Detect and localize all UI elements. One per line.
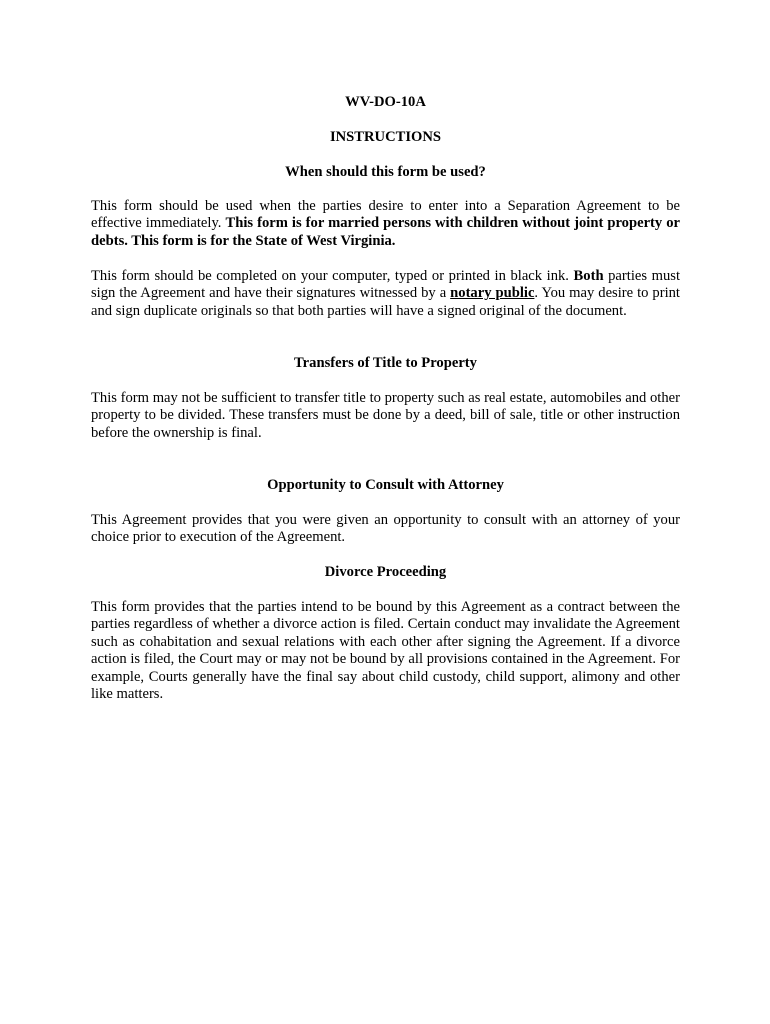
paragraph-when-used-1 bbox=[91, 198, 680, 250]
notary-public-emphasis: notary public bbox=[450, 285, 535, 302]
section-title-consult: Opportunity to Consult with Attorney bbox=[267, 477, 504, 493]
paragraph-when-used-2-text-c: . You may desire to print and sign duplicate originals so that both parties will have a signed original of the document. bbox=[91, 285, 680, 319]
paragraph-when-used-2-text-b: parties must sign the Agreement and have their signatures witnessed by a bbox=[91, 268, 680, 302]
paragraph-when-used-2-bold: Both bbox=[573, 268, 604, 284]
section-title-divorce: Divorce Proceeding bbox=[324, 564, 447, 580]
paragraph-when-used-1-bold: This form is for married persons with children without joint property or debts. This form is for the State of West Virginia. bbox=[91, 215, 681, 249]
paragraph-when-used-2 bbox=[91, 268, 680, 320]
paragraph-when-used-2-text-a: This form should be completed on your computer, typed or printed in black ink. bbox=[91, 268, 574, 284]
paragraph-when-used-1-text: This form should be used when the parties desire to enter into a Separation Agreement to be effective immediately. bbox=[91, 198, 680, 232]
section-title-when-used: When should this form be used? bbox=[285, 164, 486, 180]
paragraph-consult: This Agreement provides that you were given an opportunity to consult with an attorney of your choice prior to execution of the Agreement. bbox=[91, 512, 680, 546]
document-page bbox=[91, 0, 680, 1024]
paragraph-transfers: This form may not be sufficient to transfer title to property such as real estate, automobiles and other property to be divided. These transfers must be done by a deed, bill of sale, title or other instruction before the ownership is final. bbox=[91, 390, 680, 441]
paragraph-divorce: This form provides that the parties intend to be bound by this Agreement as a contract between the parties regardless of whether a divorce action is filed. Certain conduct may invalidate the Agreement such as cohabitation and sexual relations with each other after signing the Agreement. If a divorce action is filed, the Court may or may not be bound by all provisions contained in the Agreement. For example, Courts generally have the final say about child custody, child support, alimony and other like matters. bbox=[91, 599, 680, 703]
page-heading: INSTRUCTIONS bbox=[329, 129, 442, 145]
section-title-transfers: Transfers of Title to Property bbox=[294, 355, 477, 371]
form-code: WV-DO-10A bbox=[345, 94, 426, 110]
